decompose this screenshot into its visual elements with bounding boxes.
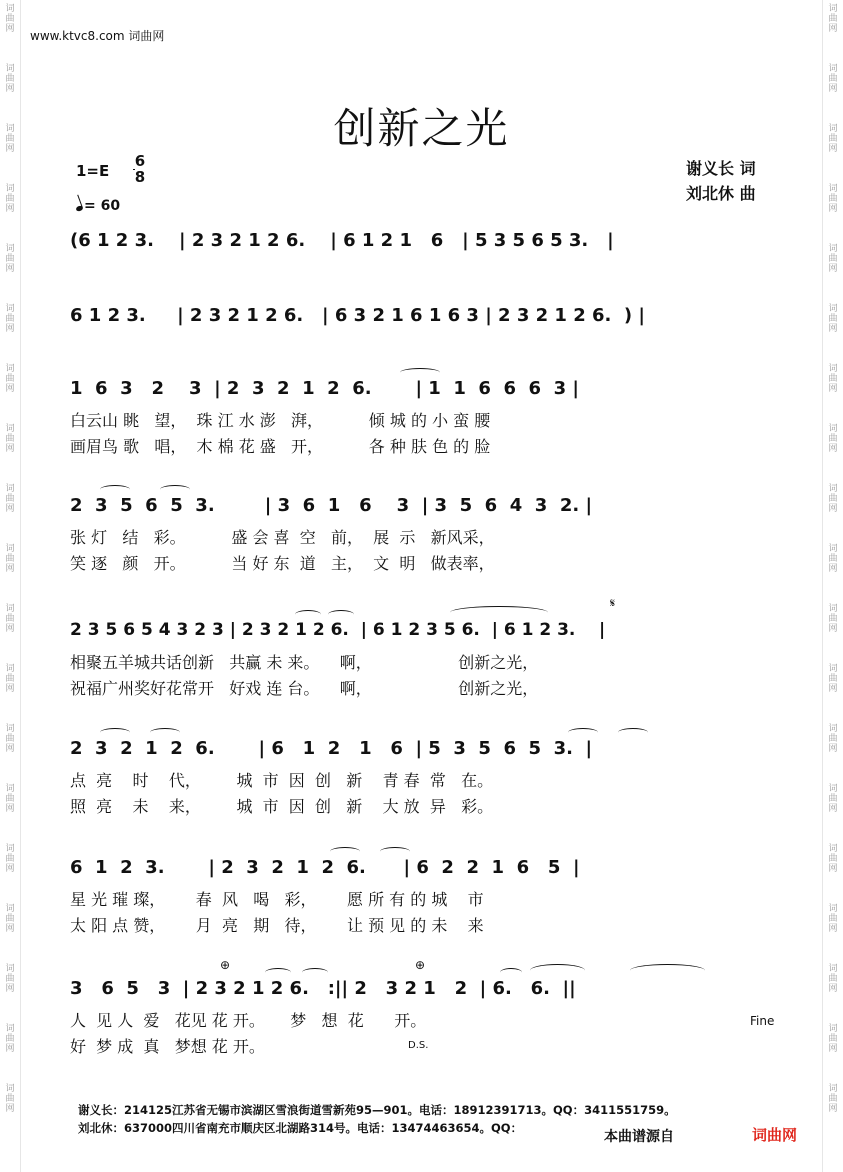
slur bbox=[265, 968, 291, 977]
notation-line: 3 6 5 3 | 2 3 2 1 2 6. :|| 2 3 2 1 2 | 6. 6. || bbox=[70, 978, 576, 999]
slur bbox=[630, 964, 705, 977]
lyric-verse-2: 照 亮 未 来， 城 市 因 创 新 大 放 异 彩。 bbox=[70, 797, 494, 816]
watermark-mark: 词 曲 网 bbox=[5, 1084, 15, 1114]
watermark-mark: 词 曲 网 bbox=[5, 544, 15, 574]
watermark-mark: 词 曲 网 bbox=[828, 184, 838, 214]
notation-line: (6 1 2 3. | 2 3 2 1 2 6. | 6 1 2 1 6 | 5 3 5 6 5 3. | bbox=[70, 230, 614, 251]
lyricist-credit: 谢义长 词 bbox=[686, 159, 756, 178]
watermark-mark: 词 曲 网 bbox=[828, 424, 838, 454]
slur bbox=[295, 610, 321, 619]
left-watermark-strip bbox=[2, 0, 18, 1172]
watermark-mark: 词 曲 网 bbox=[828, 304, 838, 334]
coda-sign: ⊕ bbox=[415, 958, 426, 972]
slur bbox=[328, 610, 354, 619]
watermark-mark: 词 曲 网 bbox=[828, 784, 838, 814]
footer-composer-contact: 刘北休：637000四川省南充市顺庆区北湖路314号。电话：13474463654。QQ： bbox=[78, 1121, 523, 1135]
lyric-verse-2: 画眉鸟 歌 唱， 木 棉 花 盛 开， 各 种 肤 色 的 脸 bbox=[70, 437, 491, 456]
watermark-mark: 词 曲 网 bbox=[5, 4, 15, 34]
slur bbox=[450, 606, 548, 619]
time-signature bbox=[132, 153, 148, 185]
watermark-mark: 词 曲 网 bbox=[828, 964, 838, 994]
lyric-verse-1: 人 见 人 爱 花见 花 开。 梦 想 花 开。 bbox=[70, 1011, 427, 1030]
quarter-note-icon bbox=[75, 205, 83, 212]
slur bbox=[100, 728, 130, 737]
song-title: 创新之光 bbox=[333, 104, 510, 153]
watermark-mark: 词 曲 网 bbox=[828, 244, 838, 274]
watermark-mark: 词 曲 网 bbox=[5, 184, 15, 214]
tempo-marking bbox=[76, 198, 120, 214]
slur bbox=[150, 728, 180, 737]
time-signature-top: 6 bbox=[134, 152, 146, 170]
watermark-mark: 词 曲 网 bbox=[828, 64, 838, 94]
watermark-mark: 词 曲 网 bbox=[5, 844, 15, 874]
watermark-mark: 词 曲 网 bbox=[5, 304, 15, 334]
coda-sign: ⊕ bbox=[220, 958, 231, 972]
slur bbox=[500, 968, 522, 977]
fine-marking: Fine bbox=[750, 1014, 775, 1028]
watermark-mark: 词 曲 网 bbox=[5, 124, 15, 154]
lyric-verse-1: 点 亮 时 代， 城 市 因 创 新 青 春 常 在。 bbox=[70, 771, 494, 790]
lyric-verse-1: 星 光 璀 璨， 春 风 喝 彩， 愿 所 有 的 城 市 bbox=[70, 890, 484, 909]
notation-line: 2 3 2 1 2 6. | 6 1 2 1 6 | 5 3 5 6 5 3. | bbox=[70, 738, 593, 759]
slur bbox=[530, 964, 585, 977]
slur bbox=[380, 847, 410, 856]
slur bbox=[160, 485, 190, 494]
watermark-mark: 词 曲 网 bbox=[5, 484, 15, 514]
slur bbox=[400, 368, 440, 377]
slur bbox=[618, 728, 648, 737]
watermark-mark: 词 曲 网 bbox=[828, 544, 838, 574]
notation-line: 2 3 5 6 5 4 3 2 3 | 2 3 2 1 2 6. | 6 1 2 3 5 6. | 6 1 2 3. | bbox=[70, 620, 606, 640]
ds-marking: D.S. bbox=[408, 1040, 429, 1051]
lyric-verse-2: 祝福广州奖好花常开 好戏 连 台。 啊， 创新之光， bbox=[70, 679, 539, 698]
watermark-mark: 词 曲 网 bbox=[828, 364, 838, 394]
source-label: 本曲谱源自 bbox=[604, 1129, 674, 1145]
right-watermark-strip bbox=[825, 0, 841, 1172]
watermark-mark: 词 曲 网 bbox=[828, 904, 838, 934]
watermark-mark: 词 曲 网 bbox=[5, 424, 15, 454]
watermark-mark: 词 曲 网 bbox=[5, 64, 15, 94]
watermark-mark: 词 曲 网 bbox=[5, 664, 15, 694]
lyric-verse-1: 张 灯 结 彩。 盛 会 喜 空 前， 展 示 新风采， bbox=[70, 528, 495, 547]
watermark-mark: 词 曲 网 bbox=[828, 124, 838, 154]
notation-line: 6 1 2 3. | 2 3 2 1 2 6. | 6 3 2 1 6 1 6 3 | 2 3 2 1 2 6. ) | bbox=[70, 305, 645, 326]
watermark-mark: 词 曲 网 bbox=[828, 724, 838, 754]
slur bbox=[100, 485, 130, 494]
watermark-mark: 词 曲 网 bbox=[828, 1084, 838, 1114]
notation-line: 1 6 3 2 3 | 2 3 2 1 2 6. | 1 1 6 6 6 3 | bbox=[70, 378, 579, 399]
lyric-verse-1: 相聚五羊城共话创新 共赢 未 来。 啊， 创新之光， bbox=[70, 653, 539, 672]
watermark-mark: 词 曲 网 bbox=[5, 904, 15, 934]
lyric-verse-2: 太 阳 点 赞， 月 亮 期 待， 让 预 见 的 未 来 bbox=[70, 916, 484, 935]
site-url[interactable]: www.ktvc8.com 词曲网 bbox=[30, 29, 165, 43]
slur bbox=[568, 728, 598, 737]
watermark-mark: 词 曲 网 bbox=[828, 484, 838, 514]
notation-line: 2 3 5 6 5 3. | 3 6 1 6 3 | 3 5 6 4 3 2. | bbox=[70, 495, 593, 516]
segno-sign: 𝄋 bbox=[610, 596, 616, 610]
watermark-mark: 词 曲 网 bbox=[828, 664, 838, 694]
watermark-mark: 词 曲 网 bbox=[828, 844, 838, 874]
watermark-mark: 词 曲 网 bbox=[5, 724, 15, 754]
site-logo[interactable]: 词曲网 bbox=[752, 1126, 798, 1144]
watermark-mark: 词 曲 网 bbox=[5, 964, 15, 994]
watermark-mark: 词 曲 网 bbox=[5, 244, 15, 274]
watermark-mark: 词 曲 网 bbox=[5, 784, 15, 814]
lyric-verse-2: 笑 逐 颜 开。 当 好 东 道 主， 文 明 做表率， bbox=[70, 554, 495, 573]
watermark-mark: 词 曲 网 bbox=[828, 4, 838, 34]
time-signature-bottom: 8 bbox=[134, 168, 146, 186]
footer-lyricist-contact: 谢义长：214125江苏省无锡市滨湖区雪浪街道雪新苑95—901。电话：18912391713。QQ：3411551759。 bbox=[78, 1103, 676, 1117]
watermark-mark: 词 曲 网 bbox=[5, 1024, 15, 1054]
notation-line: 6 1 2 3. | 2 3 2 1 2 6. | 6 2 2 1 6 5 | bbox=[70, 857, 580, 878]
slur bbox=[302, 968, 328, 977]
slur bbox=[330, 847, 360, 856]
lyric-verse-2: 好 梦 成 真 梦想 花 开。 bbox=[70, 1037, 265, 1056]
key-signature: 1=E bbox=[76, 162, 110, 180]
watermark-mark: 词 曲 网 bbox=[828, 1024, 838, 1054]
composer-credit: 刘北休 曲 bbox=[686, 184, 756, 203]
watermark-mark: 词 曲 网 bbox=[5, 604, 15, 634]
lyric-verse-1: 白云山 眺 望， 珠 江 水 澎 湃， 倾 城 的 小 蛮 腰 bbox=[70, 411, 491, 430]
watermark-mark: 词 曲 网 bbox=[5, 364, 15, 394]
watermark-mark: 词 曲 网 bbox=[828, 604, 838, 634]
tempo-value: = 60 bbox=[84, 198, 121, 214]
